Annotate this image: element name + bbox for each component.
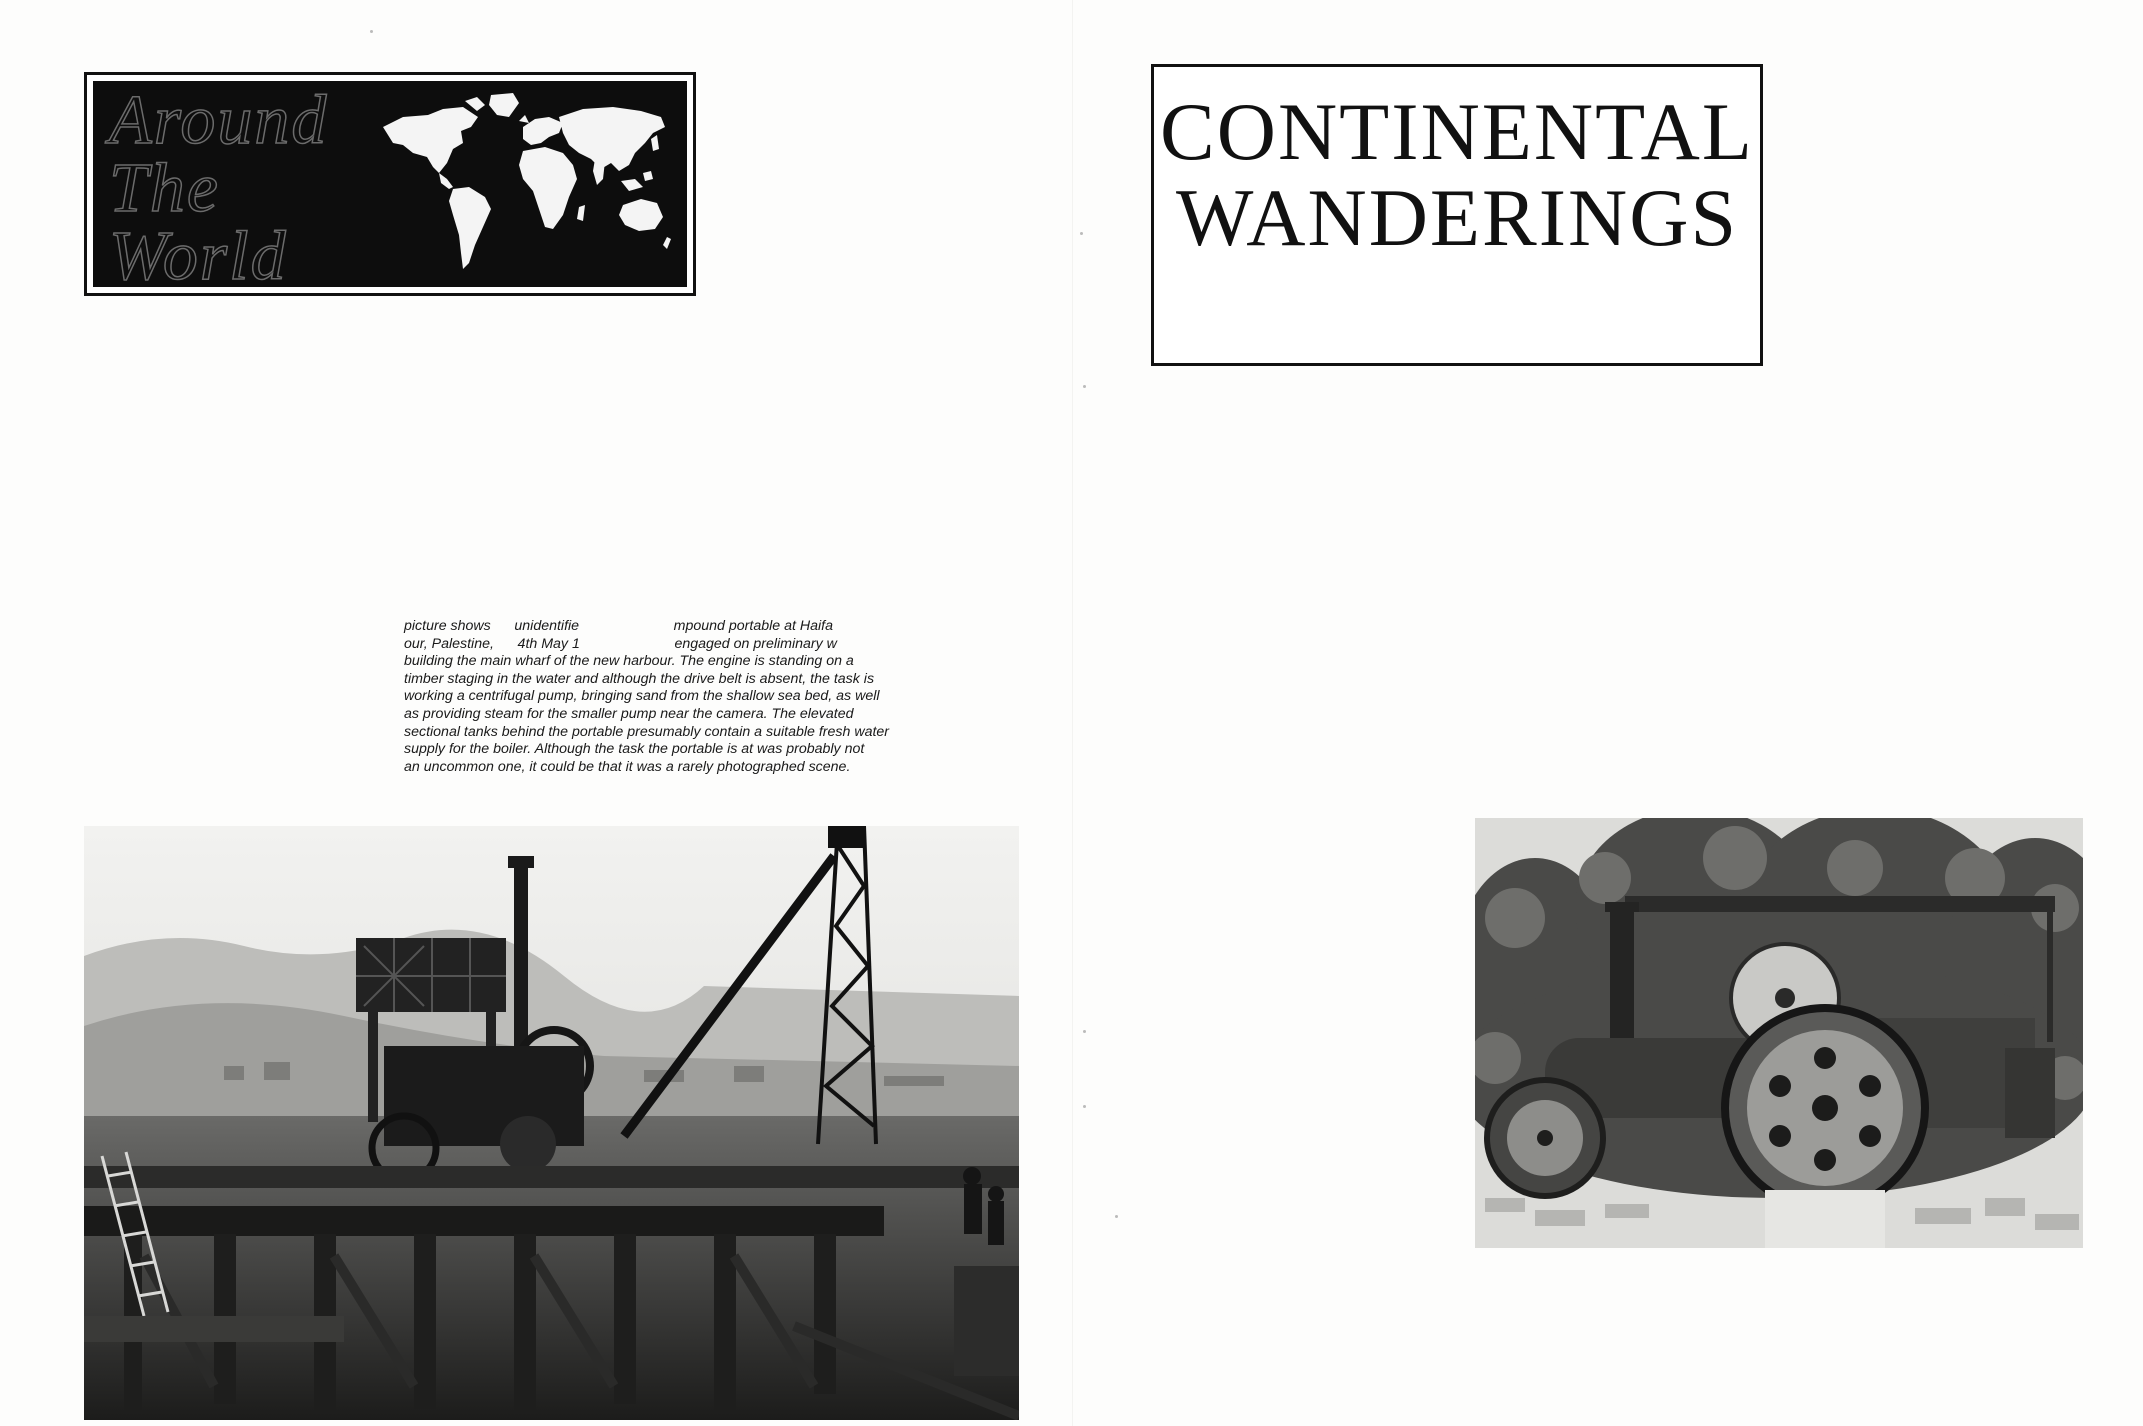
header-title-line: The [109, 150, 220, 227]
spread-gutter [1072, 0, 1073, 1426]
caption-line: picture shows unidentifie mpound portable at Haifa [404, 618, 833, 634]
section-title-line: WANDERINGS [1175, 172, 1739, 263]
harbour-portable-engine-photo [84, 826, 1019, 1420]
caption-line: supply for the boiler. Although the task the portable is at was probably not [404, 741, 865, 758]
caption-line: building the main wharf of the new harbour. The engine is standing on a [404, 653, 854, 670]
header-panel [93, 81, 687, 287]
continental-wanderings-header [1151, 64, 1763, 366]
scan-mark [1083, 385, 1086, 388]
scan-mark [1083, 1030, 1086, 1033]
section-title [1154, 86, 1760, 263]
scan-mark [1083, 1105, 1086, 1108]
world-map-icon [373, 87, 673, 283]
header-title-line: Around [109, 82, 329, 159]
section-title-line: CONTINENTAL [1160, 86, 1754, 177]
scan-mark [1115, 1215, 1118, 1218]
caption-line: as providing steam for the smaller pump near the camera. The elevated [404, 705, 854, 722]
header-title-line: World [109, 218, 288, 287]
scan-mark [1080, 232, 1083, 235]
caption-line: timber staging in the water and although the drive belt is absent, the task is [404, 670, 875, 687]
scan-mark [370, 30, 373, 33]
caption-line: our, Palestine, 4th May 1 engaged on preliminary w [404, 635, 837, 652]
steam-roller-photo [1475, 818, 2083, 1248]
caption-line: sectional tanks behind the portable presumably contain a suitable fresh water [404, 723, 890, 740]
photo-caption [404, 618, 1036, 776]
caption-line: working a centrifugal pump, bringing sand from the shallow sea bed, as well [404, 688, 880, 705]
caption-line: an uncommon one, it could be that it was a rarely photographed scene. [404, 758, 851, 775]
around-the-world-header [84, 72, 696, 296]
